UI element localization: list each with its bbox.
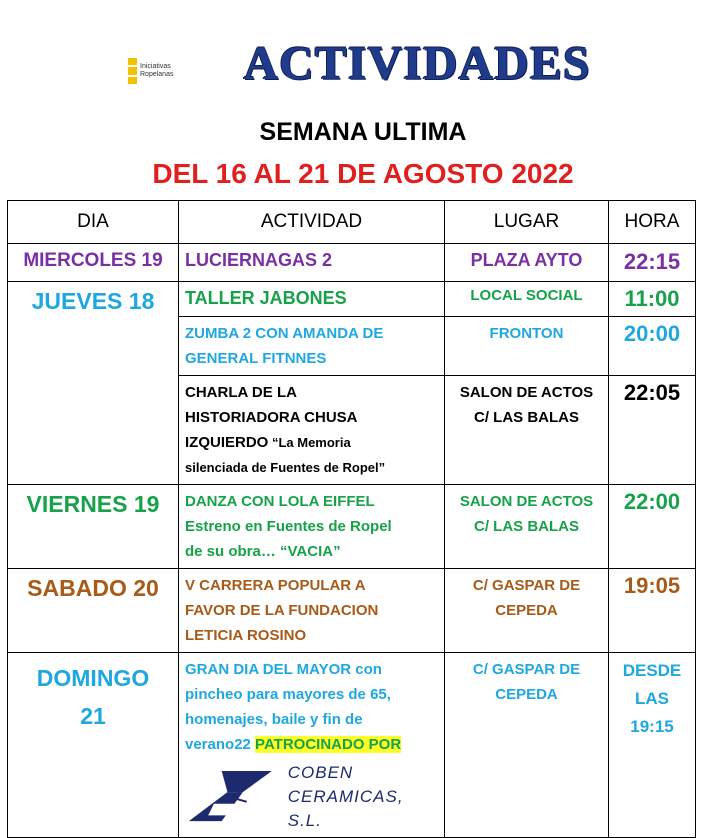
activity-line — [185, 430, 438, 455]
activity-cell: LUCIERNAGAS 2 — [179, 244, 445, 282]
activity-line-part: IZQUIERDO — [185, 434, 269, 451]
activity-line: FAVOR DE LA FUNDACION — [185, 602, 379, 619]
time-line: DESDE — [622, 661, 682, 680]
table-row — [8, 569, 696, 653]
activity-line-part: verano22 — [185, 736, 256, 753]
time-line: 19:15 — [630, 717, 674, 736]
activity-line: LETICIA ROSINO — [185, 627, 307, 644]
day-cell: JUEVES 18 — [8, 282, 179, 485]
table-row — [8, 244, 696, 282]
logo-mark-icon — [128, 58, 137, 84]
time-cell: 22:05 — [609, 376, 696, 485]
header-dia: DIA — [8, 201, 179, 244]
logo-line-1: Iniciativas — [140, 63, 171, 70]
activity-line-part: “La Memoria — [268, 435, 351, 450]
activity-line: Estreno en Fuentes de Ropel — [185, 518, 392, 535]
place-cell — [445, 376, 609, 485]
place-line: CEPEDA — [495, 602, 558, 619]
place-line: SALON DE ACTOS — [459, 384, 594, 401]
time-cell: 20:00 — [609, 317, 696, 376]
activity-line — [185, 732, 438, 757]
place-line: C/ GASPAR DE — [472, 661, 581, 678]
place-cell: LOCAL SOCIAL — [445, 282, 609, 317]
day-cell: SABADO 20 — [8, 569, 179, 653]
page-title: ACTIVIDADES — [243, 37, 591, 90]
time-cell: 22:15 — [609, 244, 696, 282]
table-row — [8, 653, 696, 838]
activity-line: DANZA CON LOLA EIFFEL — [185, 493, 375, 510]
day-line: DOMINGO — [36, 665, 150, 691]
activity-cell — [179, 376, 445, 485]
activity-line: GRAN DIA DEL MAYOR con — [185, 661, 382, 678]
day-line: 21 — [80, 703, 106, 729]
organizer-logo — [128, 58, 173, 84]
logo-text — [140, 63, 173, 79]
day-cell: VIERNES 19 — [8, 485, 179, 569]
place-cell — [445, 569, 609, 653]
time-cell — [609, 653, 696, 838]
header-lugar: LUGAR — [445, 201, 609, 244]
time-cell: 22:00 — [609, 485, 696, 569]
activity-line: GENERAL FITNNES — [185, 350, 327, 367]
place-line: CEPEDA — [495, 686, 558, 703]
page-subtitle: SEMANA ULTIMA — [259, 118, 467, 146]
sponsor-line: COBEN — [287, 763, 354, 782]
place-cell — [445, 485, 609, 569]
activity-cell — [179, 485, 445, 569]
header-hora: HORA — [609, 201, 696, 244]
place-line: SALON DE ACTOS — [459, 493, 594, 510]
table-row — [8, 282, 696, 317]
sponsor-logo — [185, 761, 438, 833]
activity-line: silenciada de Fuentes de Ropel” — [185, 460, 386, 475]
sponsor-name — [288, 761, 438, 833]
header-actividad: ACTIVIDAD — [179, 201, 445, 244]
activity-cell: TALLER JABONES — [179, 282, 445, 317]
sponsor-highlight: PATROCINADO POR — [255, 736, 402, 753]
table-row — [8, 485, 696, 569]
activity-cell — [179, 653, 445, 838]
day-cell — [8, 653, 179, 838]
time-line: LAS — [635, 689, 669, 708]
place-cell: FRONTON — [445, 317, 609, 376]
time-cell: 19:05 — [609, 569, 696, 653]
logo-line-2: Ropelanas — [140, 71, 174, 78]
date-range: DEL 16 AL 21 DE AGOSTO 2022 — [152, 158, 574, 189]
day-cell: MIERCOLES 19 — [8, 244, 179, 282]
activity-line: de su obra… “VACIA” — [185, 543, 341, 560]
table-header-row — [8, 201, 696, 244]
place-line: C/ LAS BALAS — [474, 518, 579, 535]
sponsor-line: CERAMICAS, S.L. — [287, 787, 404, 830]
place-cell: PLAZA AYTO — [445, 244, 609, 282]
activity-cell — [179, 569, 445, 653]
coben-ceramicas-logo-icon — [185, 768, 274, 826]
schedule-table — [7, 200, 696, 838]
place-line: C/ GASPAR DE — [472, 577, 581, 594]
activity-line: HISTORIADORA CHUSA — [185, 409, 358, 426]
place-line: C/ LAS BALAS — [474, 409, 579, 426]
activity-line: pincheo para mayores de 65, — [185, 686, 391, 703]
activity-line: ZUMBA 2 CON AMANDA DE — [185, 325, 384, 342]
activity-line: CHARLA DE LA — [185, 384, 297, 401]
activity-line: V CARRERA POPULAR A — [185, 577, 366, 594]
time-cell: 11:00 — [609, 282, 696, 317]
activity-cell — [179, 317, 445, 376]
place-cell — [445, 653, 609, 838]
activity-line: homenajes, baile y fin de — [185, 711, 363, 728]
